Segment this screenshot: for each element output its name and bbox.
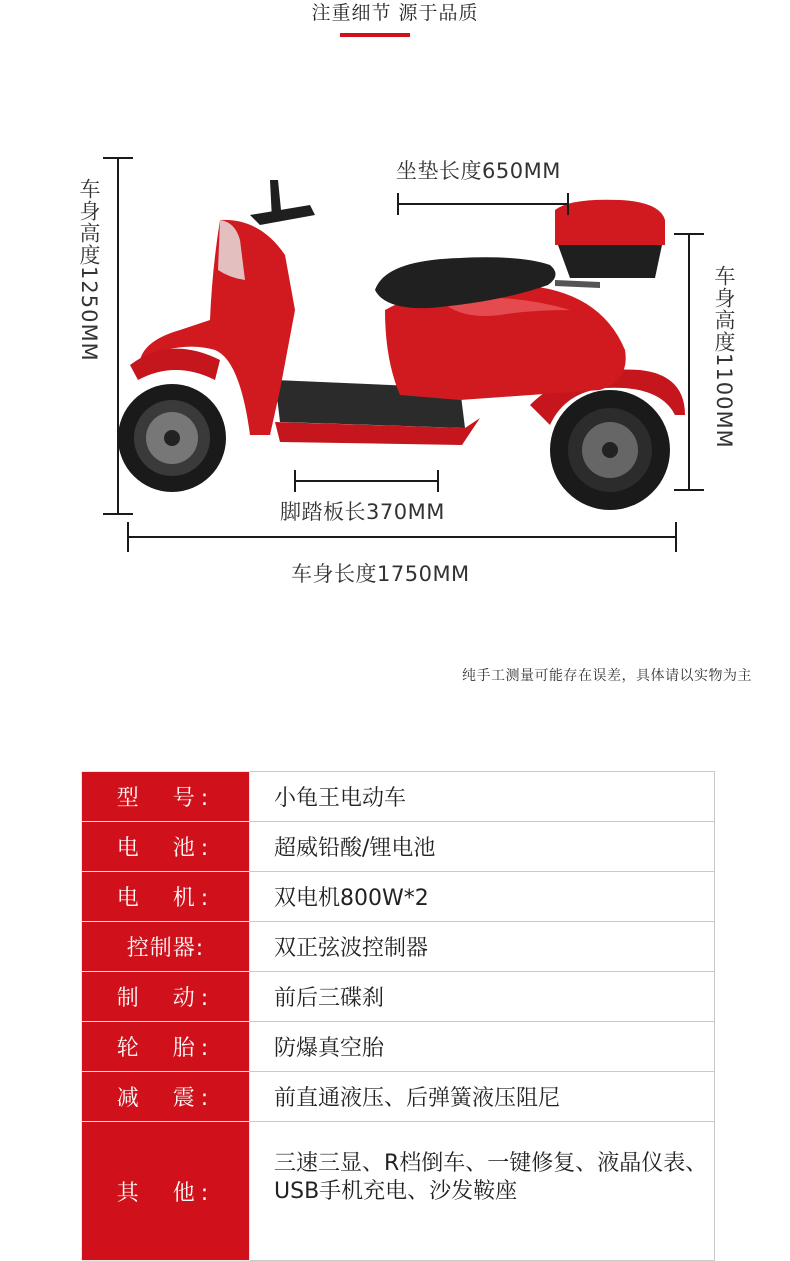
spec-value: 前直通液压、后弹簧液压阻尼 xyxy=(250,1072,715,1122)
spec-row-other xyxy=(82,1122,715,1261)
length-dimension-cap-left xyxy=(127,522,129,552)
spec-value: 超威铅酸/锂电池 xyxy=(250,822,715,872)
spec-row-controller xyxy=(82,922,715,972)
section-title: 注重细节 源于品质 xyxy=(311,2,479,24)
seat-length-label: 坐垫长度650MM xyxy=(396,159,561,183)
rear-height-label: 车身高度1100MM xyxy=(712,265,736,449)
height-dimension-line xyxy=(117,157,119,515)
spec-label: 其 他: xyxy=(82,1122,250,1261)
footboard-dimension-cap-right xyxy=(437,470,439,492)
footboard-dimension-cap-left xyxy=(294,470,296,492)
spec-row-brake xyxy=(82,972,715,1022)
seat-dimension-line xyxy=(398,203,568,205)
rear-height-dimension-line xyxy=(688,233,690,491)
height-dimension-cap-bottom xyxy=(103,513,133,515)
seat-dimension-cap-right xyxy=(567,193,569,215)
body-height-label: 车身高度1250MM xyxy=(77,178,101,362)
spec-row-model xyxy=(82,772,715,822)
spec-label: 电 机: xyxy=(82,872,250,922)
spec-value: 双电机800W*2 xyxy=(250,872,715,922)
spec-table xyxy=(81,771,715,1261)
rear-height-dimension-cap-top xyxy=(674,233,704,235)
spec-label: 减 震: xyxy=(82,1072,250,1122)
spec-label: 型 号: xyxy=(82,772,250,822)
spec-value: 三速三显、R档倒车、一键修复、液晶仪表、USB手机充电、沙发鞍座 xyxy=(250,1122,715,1261)
footboard-length-label: 脚踏板长370MM xyxy=(280,500,445,524)
length-dimension-cap-right xyxy=(675,522,677,552)
height-dimension-cap-top xyxy=(103,157,133,159)
rear-height-dimension-cap-bottom xyxy=(674,489,704,491)
title-underline xyxy=(340,33,410,37)
spec-row-motor xyxy=(82,872,715,922)
spec-label: 制 动: xyxy=(82,972,250,1022)
spec-label: 电 池: xyxy=(82,822,250,872)
footboard-dimension-line xyxy=(295,480,438,482)
tricycle-image xyxy=(100,160,700,520)
spec-row-tire xyxy=(82,1022,715,1072)
spec-label: 控制器: xyxy=(82,922,250,972)
body-length-label: 车身长度1750MM xyxy=(291,562,470,586)
spec-value: 前后三碟刹 xyxy=(250,972,715,1022)
spec-value: 小龟王电动车 xyxy=(250,772,715,822)
spec-label: 轮 胎: xyxy=(82,1022,250,1072)
spec-row-battery xyxy=(82,822,715,872)
length-dimension-line xyxy=(128,536,676,538)
spec-row-suspension xyxy=(82,1072,715,1122)
measurement-note: 纯手工测量可能存在误差，具体请以实物为主 xyxy=(462,668,752,684)
spec-value: 双正弦波控制器 xyxy=(250,922,715,972)
seat-dimension-cap-left xyxy=(397,193,399,215)
spec-value: 防爆真空胎 xyxy=(250,1022,715,1072)
